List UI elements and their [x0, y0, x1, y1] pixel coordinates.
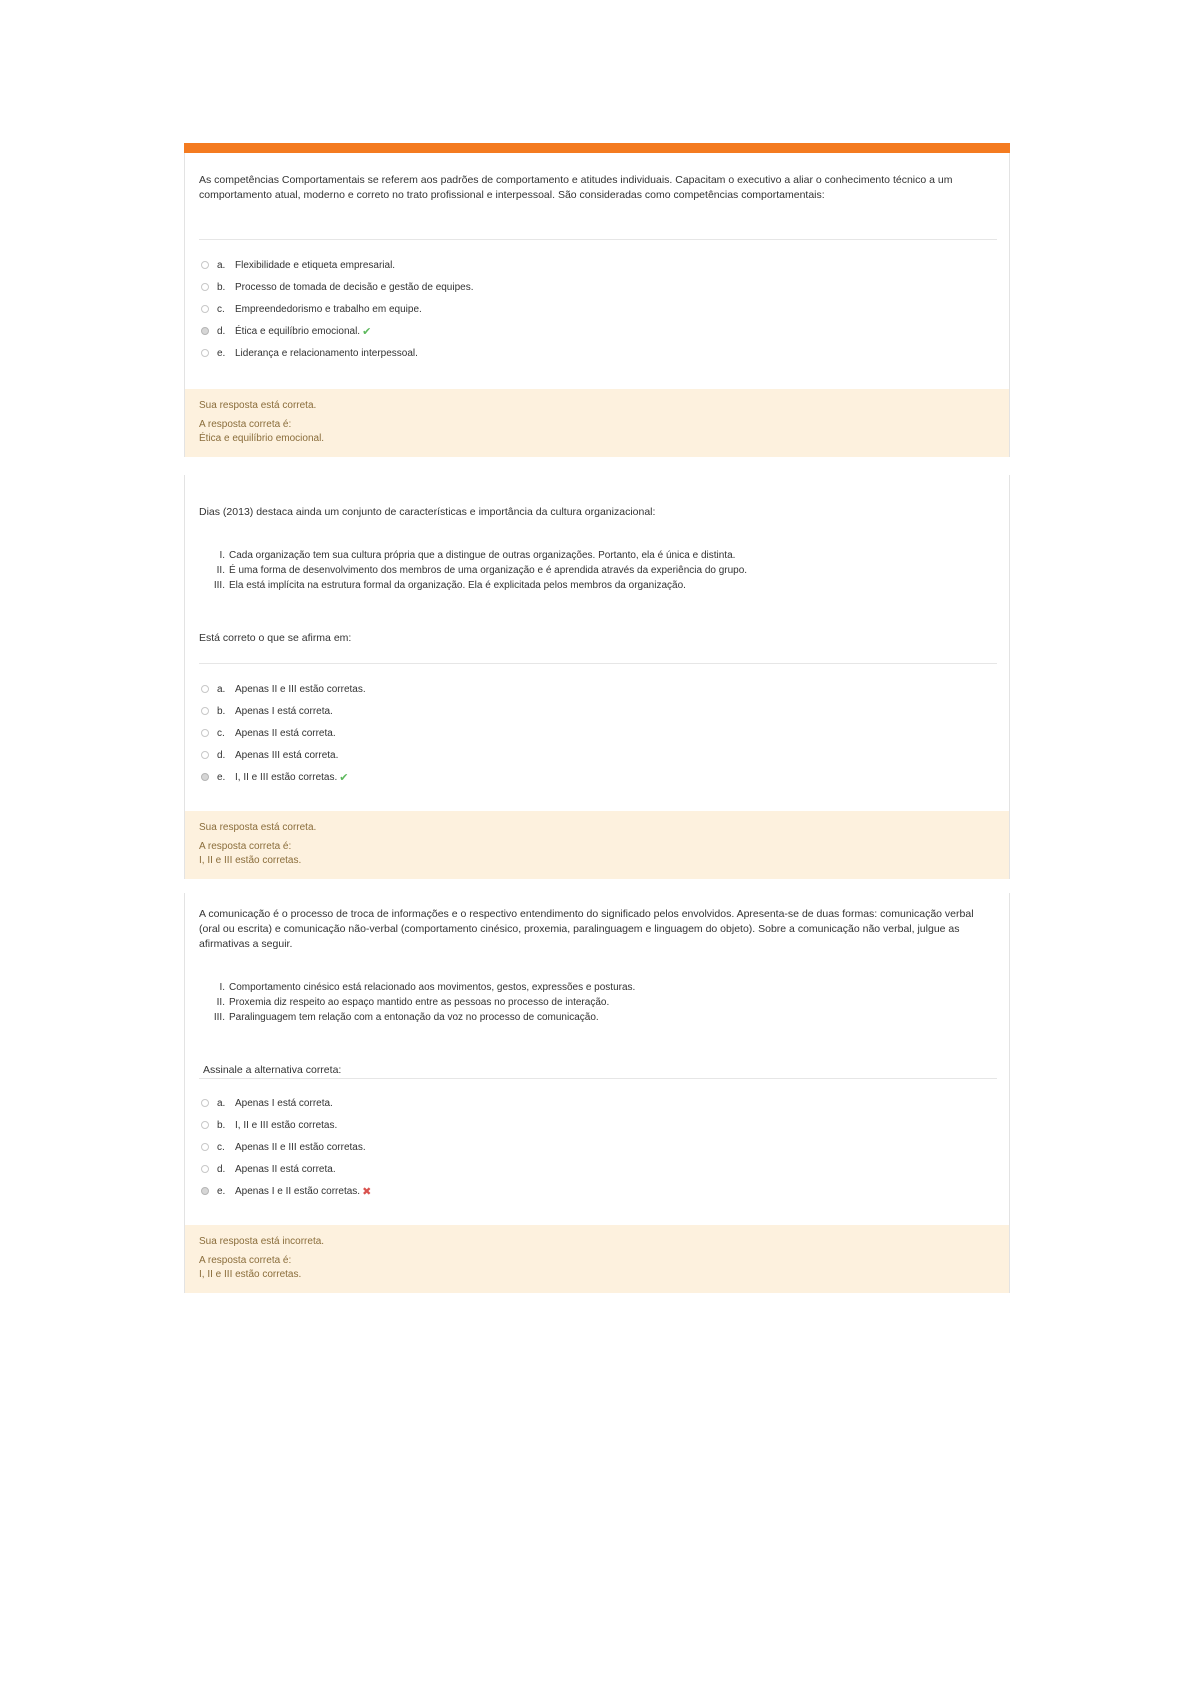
option-letter: c.	[217, 727, 225, 739]
option-text: I, II e III estão corretas.	[235, 1119, 338, 1131]
feedback-box	[185, 389, 1009, 457]
question-3	[184, 893, 1010, 1293]
option-e[interactable]	[201, 1180, 995, 1202]
statement-item	[199, 578, 995, 593]
option-a[interactable]	[201, 1092, 995, 1114]
answer-options	[201, 254, 995, 364]
radio-button-selected[interactable]	[201, 1187, 209, 1195]
question-prompt: Assinale a alternativa correta:	[203, 1064, 342, 1076]
option-d[interactable]	[201, 744, 995, 766]
option-text: Ética e equilíbrio emocional.	[235, 325, 361, 337]
radio-button[interactable]	[201, 1121, 209, 1129]
question-text: Dias (2013) destaca ainda um conjunto de características e importância da cultura organizacional:	[199, 506, 656, 518]
divider	[199, 1078, 997, 1079]
option-letter: b.	[217, 281, 226, 293]
option-text: Apenas I e II estão corretas.	[235, 1185, 361, 1197]
option-letter: d.	[217, 325, 226, 337]
option-letter: e.	[217, 1185, 226, 1197]
option-text: Apenas II está correta.	[235, 1163, 336, 1175]
question-text: As competências Comportamentais se referem aos padrões de comportamento e atitudes individuais. Capacitam o executivo a aliar o conhecimento técnico a um comportamento atual, moderno e correto no trato profissional e interpessoal. São consideradas como competências comportamentais:	[199, 174, 953, 201]
option-c[interactable]	[201, 722, 995, 744]
option-a[interactable]	[201, 254, 995, 276]
option-letter: e.	[217, 347, 226, 359]
option-b[interactable]	[201, 1114, 995, 1136]
option-letter: c.	[217, 303, 225, 315]
option-text: Apenas II está correta.	[235, 727, 336, 739]
option-letter: b.	[217, 705, 226, 717]
option-letter: a.	[217, 683, 226, 695]
option-text: Apenas III está correta.	[235, 749, 339, 761]
divider	[199, 239, 997, 240]
statement-item	[199, 548, 995, 563]
option-a[interactable]	[201, 678, 995, 700]
question-1	[184, 153, 1010, 457]
feedback-status: Sua resposta está correta.	[199, 400, 317, 411]
statement-item	[199, 563, 995, 578]
option-letter: a.	[217, 1097, 226, 1109]
statement-number: III.	[213, 580, 225, 591]
statement-number: III.	[213, 1012, 225, 1023]
radio-button[interactable]	[201, 305, 209, 313]
statement-text: Paralinguagem tem relação com a entonação da voz no processo de comunicação.	[229, 1012, 599, 1023]
check-icon: ✔	[362, 325, 372, 338]
feedback-box	[185, 811, 1009, 879]
feedback-answer: I, II e III estão corretas.	[199, 855, 302, 866]
orange-accent-bar	[184, 143, 1010, 153]
radio-button[interactable]	[201, 1165, 209, 1173]
option-letter: a.	[217, 259, 226, 271]
radio-button[interactable]	[201, 261, 209, 269]
statement-list	[199, 980, 995, 1025]
option-text: Apenas I está correta.	[235, 1097, 333, 1109]
radio-button[interactable]	[201, 729, 209, 737]
radio-button[interactable]	[201, 1099, 209, 1107]
option-text: Apenas II e III estão corretas.	[235, 683, 366, 695]
answer-options	[201, 1092, 995, 1202]
option-e[interactable]	[201, 766, 995, 788]
question-stem	[199, 173, 995, 203]
statement-number: II.	[216, 997, 225, 1008]
divider	[199, 663, 997, 664]
option-text: I, II e III estão corretas.	[235, 771, 338, 783]
feedback-box	[185, 1225, 1009, 1293]
feedback-status: Sua resposta está incorreta.	[199, 1236, 325, 1247]
statement-number: I.	[219, 982, 225, 993]
feedback-answer: I, II e III estão corretas.	[199, 1269, 302, 1280]
option-b[interactable]	[201, 276, 995, 298]
answer-options	[201, 678, 995, 788]
radio-button[interactable]	[201, 283, 209, 291]
radio-button[interactable]	[201, 349, 209, 357]
statement-item	[199, 1010, 995, 1025]
option-letter: b.	[217, 1119, 226, 1131]
statement-text: Proxemia diz respeito ao espaço mantido entre as pessoas no processo de interação.	[229, 997, 610, 1008]
radio-button[interactable]	[201, 707, 209, 715]
radio-button-selected[interactable]	[201, 327, 209, 335]
question-stem	[199, 907, 995, 1078]
option-text: Liderança e relacionamento interpessoal.	[235, 347, 418, 359]
question-2	[184, 475, 1010, 879]
statement-text: Cada organização tem sua cultura própria que a distingue de outras organizações. Portanto, ela é única e distinta.	[229, 550, 736, 561]
question-text: A comunicação é o processo de troca de informações e o respectivo entendimento do significado pelos envolvidos. Apresenta-se de duas formas: comunicação verbal (oral ou escrita) e comunicação não-verbal (comportamento cinésico, proxemia, paralinguagem e linguagem do objeto). Sobre a comunicação não verbal, julgue as afirmativas a seguir.	[199, 908, 974, 950]
check-icon: ✔	[339, 771, 349, 784]
feedback-answer: Ética e equilíbrio emocional.	[199, 433, 325, 444]
option-c[interactable]	[201, 1136, 995, 1158]
feedback-label: A resposta correta é:	[199, 841, 292, 852]
radio-button[interactable]	[201, 685, 209, 693]
radio-button[interactable]	[201, 1143, 209, 1151]
feedback-label: A resposta correta é:	[199, 419, 292, 430]
radio-button-selected[interactable]	[201, 773, 209, 781]
option-c[interactable]	[201, 298, 995, 320]
statement-text: Ela está implícita na estrutura formal da organização. Ela é explicitada pelos membros da organização.	[229, 580, 686, 591]
statement-number: I.	[219, 550, 225, 561]
question-prompt: Está correto o que se afirma em:	[199, 632, 352, 644]
option-text: Apenas I está correta.	[235, 705, 333, 717]
option-b[interactable]	[201, 700, 995, 722]
option-text: Processo de tomada de decisão e gestão de equipes.	[235, 281, 474, 293]
option-text: Empreendedorismo e trabalho em equipe.	[235, 303, 422, 315]
option-e[interactable]	[201, 342, 995, 364]
option-d[interactable]	[201, 320, 995, 342]
feedback-status: Sua resposta está correta.	[199, 822, 317, 833]
radio-button[interactable]	[201, 751, 209, 759]
option-letter: e.	[217, 771, 226, 783]
option-text: Flexibilidade e etiqueta empresarial.	[235, 259, 396, 271]
option-letter: d.	[217, 1163, 226, 1175]
option-letter: c.	[217, 1141, 225, 1153]
statement-text: Comportamento cinésico está relacionado aos movimentos, gestos, expressões e posturas.	[229, 982, 636, 993]
cross-icon: ✖	[362, 1185, 372, 1198]
statement-item	[199, 995, 995, 1010]
feedback-label: A resposta correta é:	[199, 1255, 292, 1266]
option-d[interactable]	[201, 1158, 995, 1180]
statement-number: II.	[216, 565, 225, 576]
option-letter: d.	[217, 749, 226, 761]
statement-item	[199, 980, 995, 995]
question-stem	[199, 505, 995, 646]
option-text: Apenas II e III estão corretas.	[235, 1141, 366, 1153]
statement-list	[199, 548, 995, 593]
statement-text: É uma forma de desenvolvimento dos membros de uma organização e é aprendida através da experiência do grupo.	[229, 565, 748, 576]
